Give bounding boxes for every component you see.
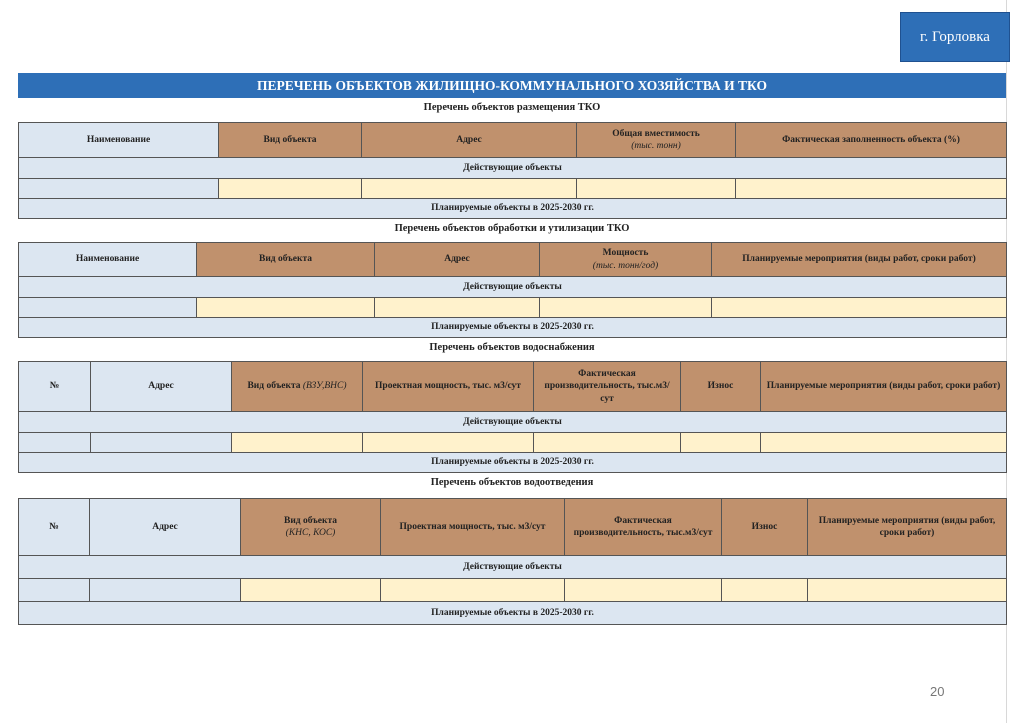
empty-cell[interactable] bbox=[761, 433, 1007, 453]
header-cell: Фактическая производительность, тыс.м3/сут bbox=[534, 362, 681, 412]
header-cell: Адрес bbox=[375, 243, 540, 277]
header-cell: Планируемые мероприятия (виды работ, сроки работ) bbox=[808, 499, 1007, 556]
header-cell: Адрес bbox=[90, 499, 241, 556]
section-row bbox=[19, 602, 1007, 625]
header-cell bbox=[232, 362, 363, 412]
header-subtext: (КНС, КОС) bbox=[285, 528, 336, 538]
header-cell: Наименование bbox=[19, 123, 219, 158]
header-text: Вид объекта bbox=[283, 515, 337, 526]
section-label-planned: Планируемые объекты в 2025-2030 гг. bbox=[19, 318, 1007, 338]
empty-cell[interactable] bbox=[241, 579, 381, 602]
header-cell: Проектная мощность, тыс. м3/сут bbox=[381, 499, 565, 556]
section-label-planned: Планируемые объекты в 2025-2030 гг. bbox=[19, 602, 1007, 625]
header-cell: № bbox=[19, 362, 91, 412]
section-label-existing: Действующие объекты bbox=[19, 556, 1007, 579]
empty-cell[interactable] bbox=[19, 298, 197, 318]
header-subtext: (ВЗУ,ВНС) bbox=[302, 381, 347, 392]
empty-cell[interactable] bbox=[363, 433, 534, 453]
header-cell: Вид объекта bbox=[197, 243, 375, 277]
table-caption-tko-processing: Перечень объектов обработки и утилизации ТКО bbox=[394, 223, 630, 234]
section-row bbox=[19, 199, 1007, 219]
header-cell: Износ bbox=[681, 362, 761, 412]
table-row bbox=[19, 579, 1007, 602]
section-row bbox=[19, 318, 1007, 338]
header-subtext: (тыс. тонн) bbox=[631, 141, 681, 151]
table-water-supply bbox=[18, 361, 1007, 473]
section-label-existing: Действующие объекты bbox=[19, 412, 1007, 433]
empty-cell[interactable] bbox=[375, 298, 540, 318]
empty-cell[interactable] bbox=[197, 298, 375, 318]
header-row bbox=[19, 123, 1007, 158]
empty-cell[interactable] bbox=[712, 298, 1007, 318]
header-cell: Фактическая заполненность объекта (%) bbox=[736, 123, 1007, 158]
empty-cell[interactable] bbox=[565, 579, 722, 602]
empty-cell[interactable] bbox=[381, 579, 565, 602]
table-row bbox=[19, 179, 1007, 199]
page-number: 20 bbox=[930, 684, 945, 699]
table-caption-water-supply: Перечень объектов водоснабжения bbox=[429, 342, 595, 353]
header-cell: Планируемые мероприятия (виды работ, сроки работ) bbox=[712, 243, 1007, 277]
section-row bbox=[19, 556, 1007, 579]
table-water-disposal bbox=[18, 498, 1007, 625]
section-label-planned: Планируемые объекты в 2025-2030 гг. bbox=[19, 453, 1007, 473]
section-row bbox=[19, 158, 1007, 179]
header-cell: Планируемые мероприятия (виды работ, сроки работ) bbox=[761, 362, 1007, 412]
empty-cell[interactable] bbox=[91, 433, 232, 453]
header-cell bbox=[577, 123, 736, 158]
empty-cell[interactable] bbox=[722, 579, 808, 602]
empty-cell[interactable] bbox=[362, 179, 577, 199]
table-row bbox=[19, 298, 1007, 318]
table-row bbox=[19, 433, 1007, 453]
empty-cell[interactable] bbox=[736, 179, 1007, 199]
empty-cell[interactable] bbox=[90, 579, 241, 602]
section-row bbox=[19, 412, 1007, 433]
header-cell: Адрес bbox=[362, 123, 577, 158]
empty-cell[interactable] bbox=[540, 298, 712, 318]
header-cell bbox=[540, 243, 712, 277]
table-tko-processing bbox=[18, 242, 1007, 338]
section-label-planned: Планируемые объекты в 2025-2030 гг. bbox=[19, 199, 1007, 219]
header-row bbox=[19, 499, 1007, 556]
empty-cell[interactable] bbox=[808, 579, 1007, 602]
empty-cell[interactable] bbox=[681, 433, 761, 453]
header-row bbox=[19, 243, 1007, 277]
table-caption-water-disposal: Перечень объектов водоотведения bbox=[430, 477, 594, 488]
empty-cell[interactable] bbox=[534, 433, 681, 453]
header-cell: Адрес bbox=[91, 362, 232, 412]
header-cell: Вид объекта bbox=[219, 123, 362, 158]
header-subtext: (тыс. тонн/год) bbox=[592, 260, 659, 271]
main-title: ПЕРЕЧЕНЬ ОБЪЕКТОВ ЖИЛИЩНО-КОММУНАЛЬНОГО ХОЗЯЙСТВА И ТКО bbox=[18, 73, 1006, 98]
header-cell: Фактическая производительность, тыс.м3/сут bbox=[565, 499, 722, 556]
section-row bbox=[19, 277, 1007, 298]
header-cell: № bbox=[19, 499, 90, 556]
section-row bbox=[19, 453, 1007, 473]
empty-cell[interactable] bbox=[19, 179, 219, 199]
city-label: г. Горловка bbox=[900, 12, 1010, 62]
empty-cell[interactable] bbox=[232, 433, 363, 453]
table-caption-tko-placement: Перечень объектов размещения ТКО bbox=[423, 102, 601, 113]
header-cell: Наименование bbox=[19, 243, 197, 277]
header-text: Мощность bbox=[602, 248, 649, 259]
header-cell: Проектная мощность, тыс. м3/сут bbox=[363, 362, 534, 412]
header-row bbox=[19, 362, 1007, 412]
section-label-existing: Действующие объекты bbox=[19, 158, 1007, 179]
header-cell bbox=[241, 499, 381, 556]
empty-cell[interactable] bbox=[577, 179, 736, 199]
section-label-existing: Действующие объекты bbox=[19, 277, 1007, 298]
empty-cell[interactable] bbox=[19, 579, 90, 602]
empty-cell[interactable] bbox=[219, 179, 362, 199]
header-text: Вид объекта bbox=[247, 381, 301, 392]
empty-cell[interactable] bbox=[19, 433, 91, 453]
header-text: Общая вместимость bbox=[612, 128, 700, 139]
table-tko-placement bbox=[18, 122, 1007, 219]
header-cell: Износ bbox=[722, 499, 808, 556]
